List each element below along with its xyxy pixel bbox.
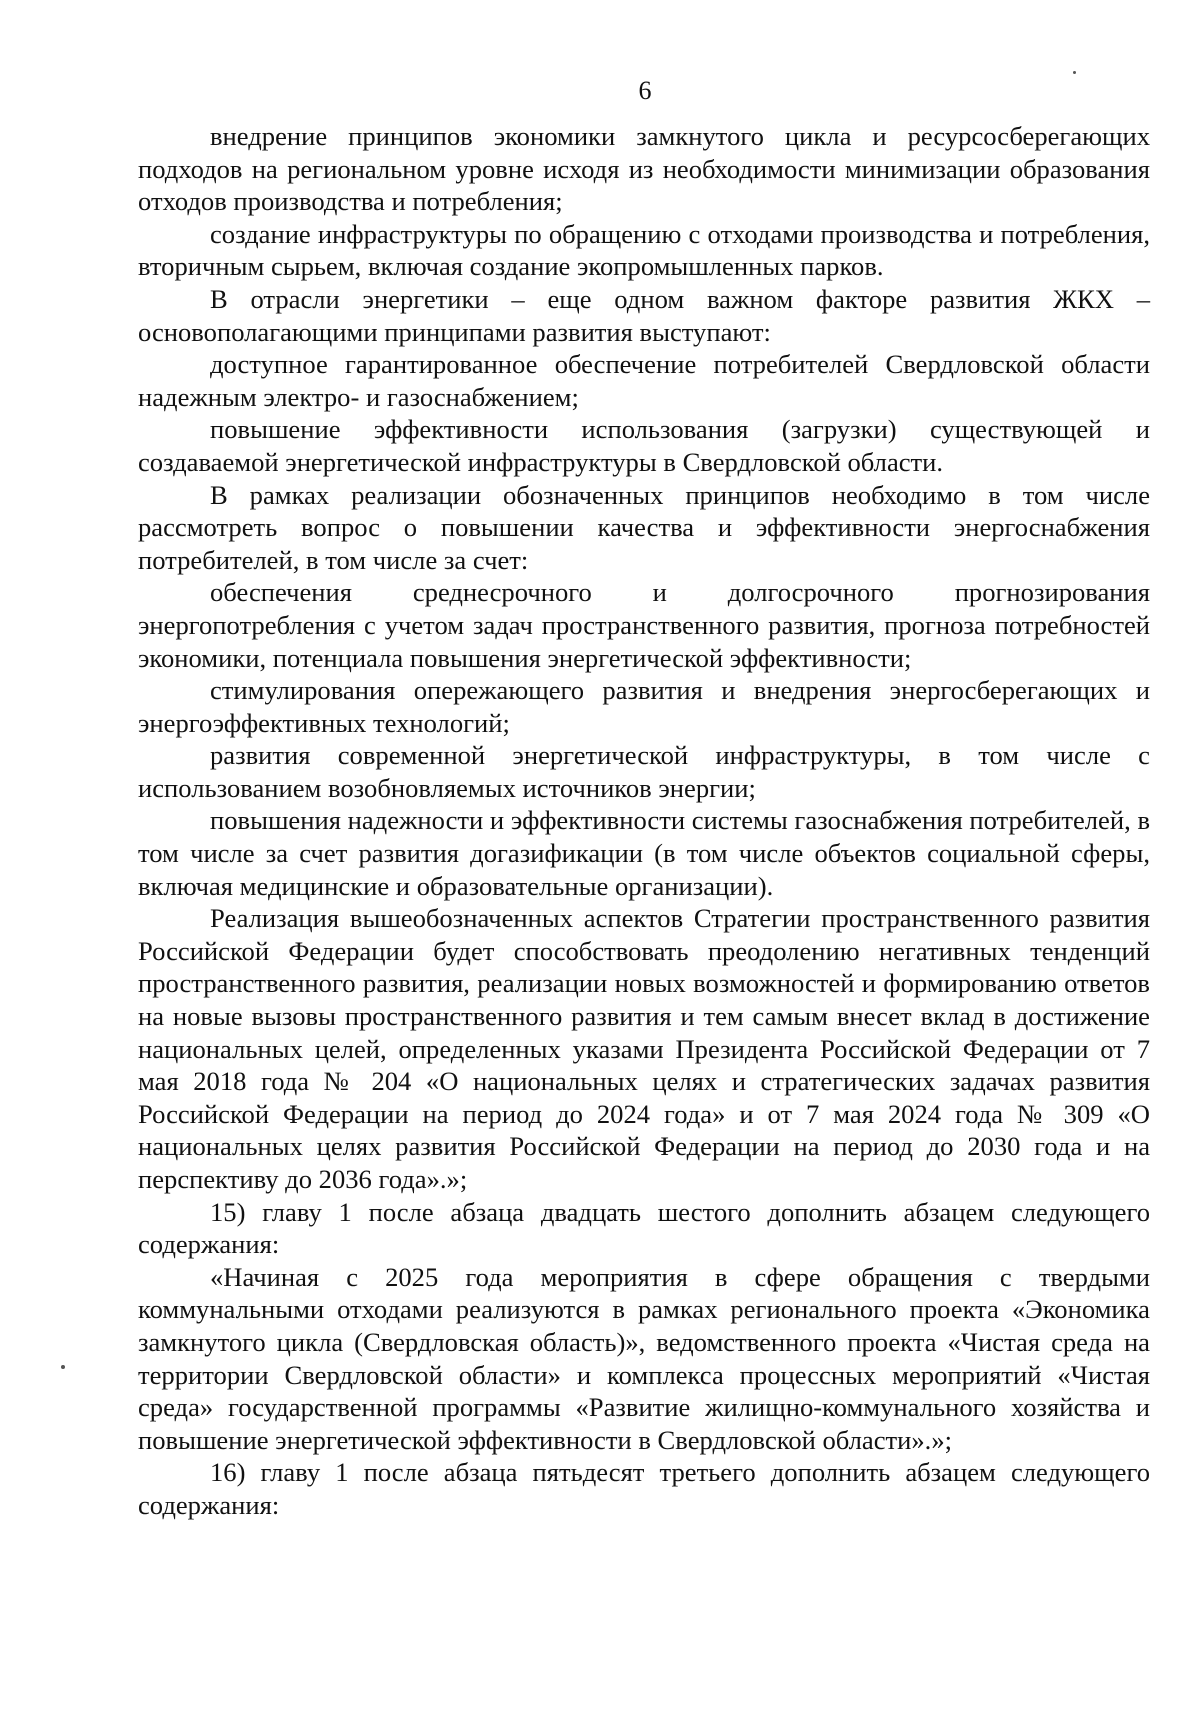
paragraph-item-15: 15) главу 1 после абзаца двадцать шестого дополнить абзацем следующего содержания:	[138, 1196, 1150, 1260]
paragraph-infrastructure-efficiency: повышение эффективности использования (загрузки) существующей и создаваемой энергетической инфраструктуры в Свердловской области.	[138, 414, 1150, 477]
paragraph-spatial-strategy: Реализация вышеобозначенных аспектов Стратегии пространственного развития Российской Федерации будет способствовать преодолению негативных тенденций пространственного развития, реализации новых возможностей и формированию ответов на новые вызовы пространственного развития и тем самым внесет вклад в достижение национальных целей, определенных указами Президента Российской Федерации от 7 мая 2018 года № 204 «О национальных целях и стратегических задачах развития Российской Федерации на период до 2024 года» и от 7 мая 2024 года № 309 «О национальных целях развития Российской Федерации на период до 2030 года и на перспективу до 2036 года».»;	[138, 903, 1150, 1194]
page-number: 6	[638, 76, 652, 105]
scan-speck	[1073, 71, 1076, 74]
scan-speck	[61, 1365, 65, 1369]
paragraph-modern-infrastructure: развития современной энергетической инфраструктуры, в том числе с использованием возобновляемых источников энергии;	[138, 740, 1150, 803]
paragraph-circular-economy: внедрение принципов экономики замкнутого цикла и ресурсосберегающих подходов на региональном уровне исходя из необходимости минимизации образования отходов производства и потребления;	[138, 121, 1150, 217]
paragraph-guaranteed-supply: доступное гарантированное обеспечение потребителей Свердловской области надежным электро- и газоснабжением;	[138, 349, 1150, 412]
paragraph-forecasting: обеспечения среднесрочного и долгосрочного прогнозирования энергопотребления с учетом задач пространственного развития, прогноза потребностей экономики, потенциала повышения энергетической эффективности;	[138, 577, 1150, 673]
paragraph-item-16: 16) главу 1 после абзаца пятьдесят третьего дополнить абзацем следующего содержания:	[138, 1457, 1150, 1520]
paragraph-energy-sector: В отрасли энергетики – еще одном важном факторе развития ЖКХ – основополагающими принципами развития выступают:	[138, 283, 1150, 347]
paragraph-energy-quality: В рамках реализации обозначенных принципов необходимо в том числе рассмотреть вопрос о повышении качества и эффективности энергоснабжения потребителей, в том числе за счет:	[138, 479, 1150, 575]
paragraph-gas-supply: повышения надежности и эффективности системы газоснабжения потребителей, в том числе за счет развития догазификации (в том числе объектов социальной сферы, включая медицинские и образовательные организации).	[138, 805, 1150, 901]
paragraph-waste-projects-quote: «Начиная с 2025 года мероприятия в сфере обращения с твердыми коммунальными отходами реализуются в рамках регионального проекта «Экономика замкнутого цикла (Свердловская область)», ведомственного проекта «Чистая среда на территории Свердловской области» и комплекса процессных мероприятий «Чистая среда» государственной программы «Развитие жилищно-коммунального хозяйства и повышение энергетической эффективности в Свердловской области».»;	[138, 1261, 1150, 1455]
paragraph-waste-infrastructure: создание инфраструктуры по обращению с отходами производства и потребления, вторичным сырьем, включая создание экопромышленных парков.	[138, 218, 1150, 282]
paragraph-energy-saving-tech: стимулирования опережающего развития и внедрения энергосберегающих и энергоэффективных технологий;	[138, 675, 1150, 738]
document-body	[138, 120, 1150, 1522]
